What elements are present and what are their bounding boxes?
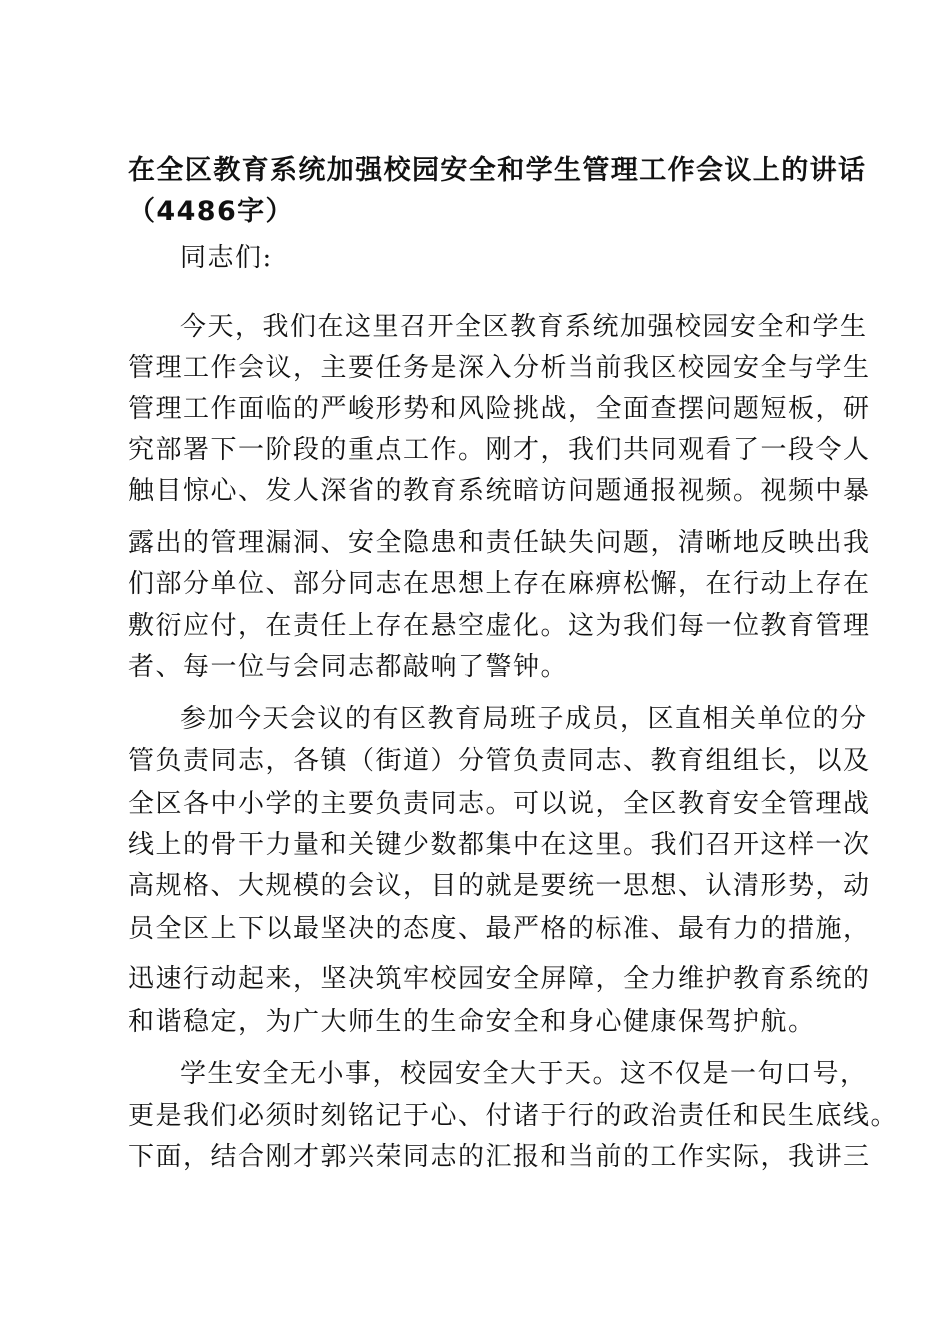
paragraph-line: 究部署下一阶段的重点工作。刚才，我们共同观看了一段令人 [128, 435, 871, 465]
paragraph-line: 者、每一位与会同志都敲响了警钟。 [128, 652, 569, 682]
paragraph-line: 更是我们必须时刻铭记于心、付诸于行的政治责任和民生底线。 [128, 1101, 899, 1131]
paragraph-line: 管理工作面临的严峻形势和风险挑战，全面查摆问题短板，研 [128, 394, 871, 424]
paragraph-line: 高规格、大规模的会议，目的就是要统一思想、认清形势，动 [128, 871, 871, 901]
paragraph-line: 露出的管理漏洞、安全隐患和责任缺失问题，清晰地反映出我 [128, 528, 871, 558]
paragraph-line: 今天，我们在这里召开全区教育系统加强校园安全和学生 [180, 312, 868, 342]
title-line-1: 在全区教育系统加强校园安全和学生管理工作会议上的讲话 [128, 155, 867, 186]
paragraph-line: 学生安全无小事，校园安全大于天。这不仅是一句口号， [180, 1059, 868, 1089]
paragraph-line: 敷衍应付，在责任上存在悬空虚化。这为我们每一位教育管理 [128, 611, 871, 641]
paragraph-line: 员全区上下以最坚决的态度、最严格的标准、最有力的措施， [128, 914, 871, 944]
paragraph-line: 全区各中小学的主要负责同志。可以说，全区教育安全管理战 [128, 789, 871, 819]
paragraph-line: 和谐稳定，为广大师生的生命安全和身心健康保驾护航。 [128, 1007, 816, 1037]
paragraph-line: 管负责同志，各镇（街道）分管负责同志、教育组组长，以及 [128, 746, 871, 776]
paragraph-line: 迅速行动起来，坚决筑牢校园安全屏障，全力维护教育系统的 [128, 964, 871, 994]
salutation: 同志们: [180, 243, 273, 273]
document-title [128, 150, 867, 232]
paragraph-line: 线上的骨干力量和关键少数都集中在这里。我们召开这样一次 [128, 830, 871, 860]
paragraph-line: 下面，结合刚才郭兴荣同志的汇报和当前的工作实际，我讲三 [128, 1142, 871, 1172]
paragraph-line: 管理工作会议，主要任务是深入分析当前我区校园安全与学生 [128, 353, 871, 383]
paragraph-line: 触目惊心、发人深省的教育系统暗访问题通报视频。视频中暴 [128, 476, 871, 506]
paragraph-line: 们部分单位、部分同志在思想上存在麻痹松懈，在行动上存在 [128, 569, 871, 599]
title-line-2: （4486字） [128, 196, 294, 227]
paragraph-line: 参加今天会议的有区教育局班子成员，区直相关单位的分 [180, 704, 868, 734]
